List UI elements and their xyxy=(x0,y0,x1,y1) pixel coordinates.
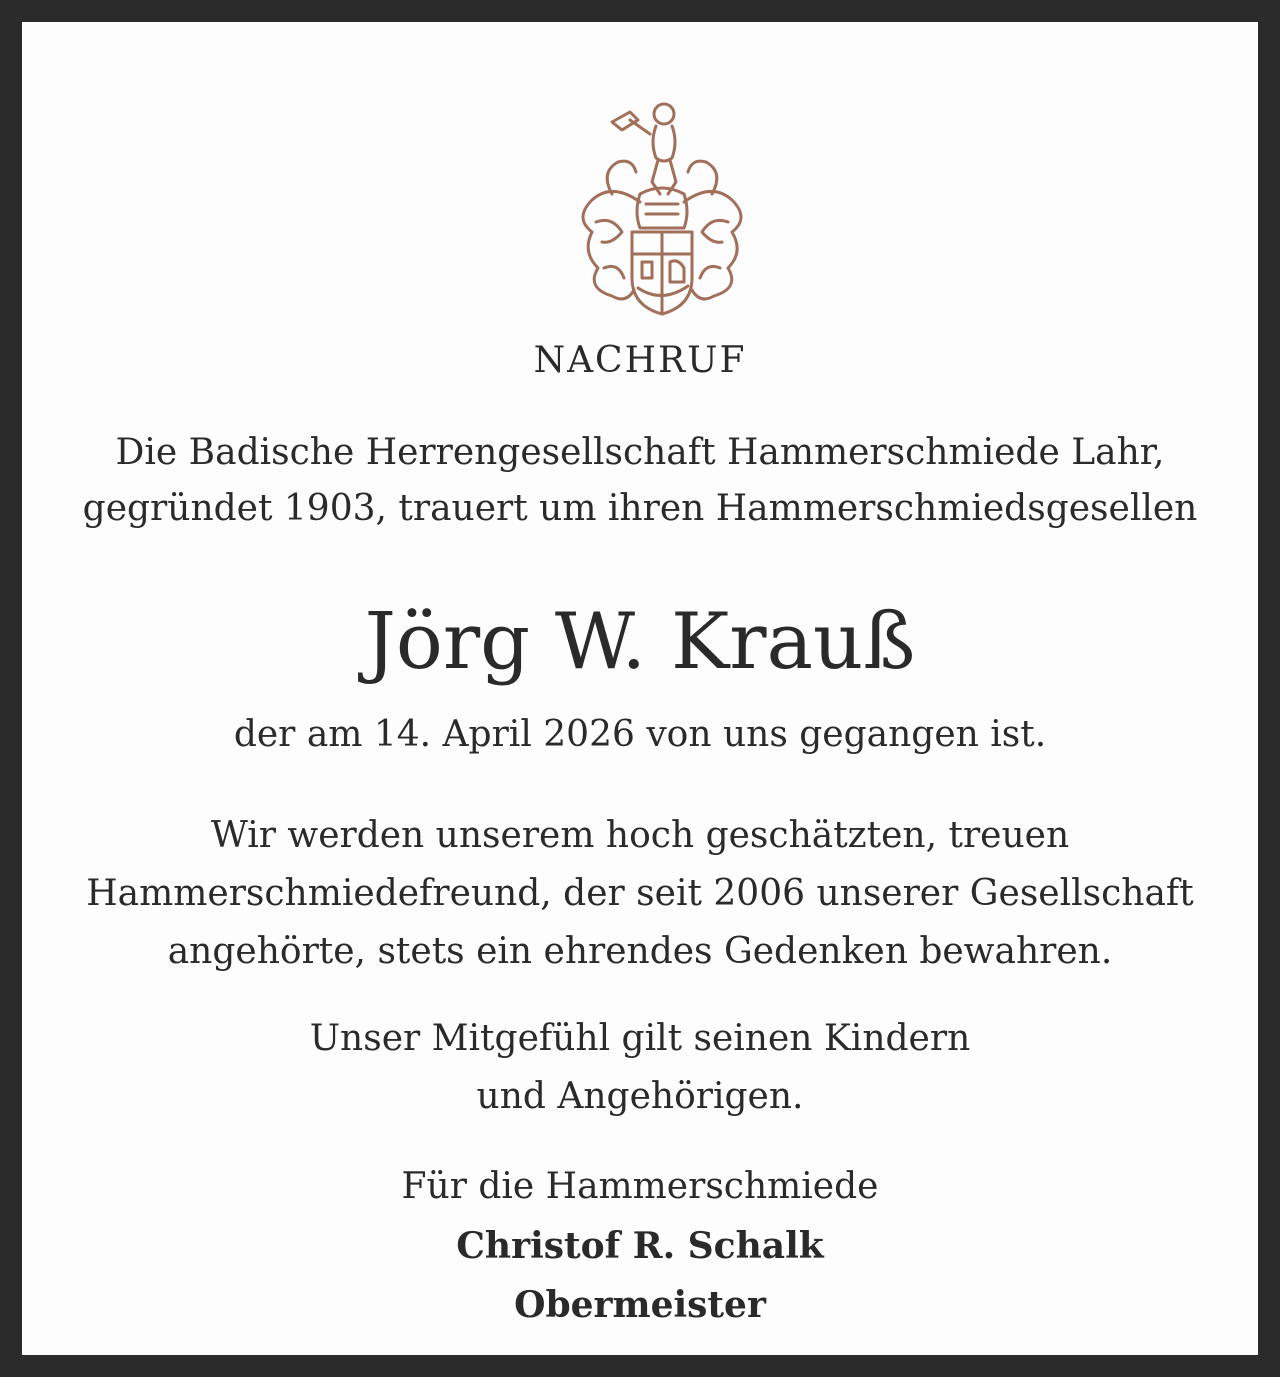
passing-line: der am 14. April 2026 von uns gegangen ist. xyxy=(233,714,1047,755)
intro-line-2: gegründet 1903, trauert um ihren Hammerschmiedsgesellen xyxy=(82,488,1198,529)
signatory-name: Christof R. Schalk xyxy=(456,1225,824,1267)
coat-of-arms-icon xyxy=(552,82,772,322)
remembrance-line-2: Hammerschmiedefreund, der seit 2006 unserer Gesellschaft xyxy=(86,873,1194,914)
intro-line-1: Die Badische Herrengesellschaft Hammerschmiede Lahr, xyxy=(115,432,1165,473)
remembrance-line-1: Wir werden unserem hoch geschätzten, treuen xyxy=(210,815,1070,856)
condolence-line-1: Unser Mitgefühl gilt seinen Kindern xyxy=(309,1018,971,1059)
remembrance-line-3: angehörte, stets ein ehrendes Gedenken bewahren. xyxy=(167,931,1113,972)
deceased-name: Jörg W. Krauß xyxy=(364,597,916,687)
heading-nachruf: NACHRUF xyxy=(533,340,747,381)
condolence-line-2: und Angehörigen. xyxy=(476,1076,804,1117)
signatory-title: Obermeister xyxy=(514,1284,766,1326)
on-behalf-line: Für die Hammerschmiede xyxy=(401,1166,879,1207)
